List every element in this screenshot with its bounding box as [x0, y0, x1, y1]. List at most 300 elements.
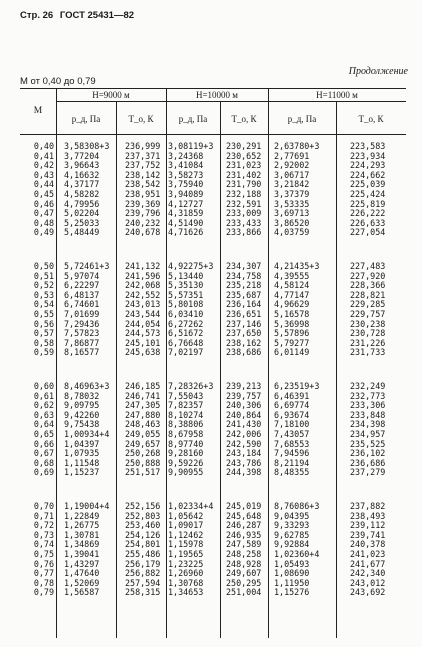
temperature-value: 243,184 — [226, 448, 262, 459]
pressure-value: 4,96629 — [274, 299, 310, 310]
pressure-value: 5,35130 — [168, 280, 204, 291]
mach-value: 0,78 — [33, 577, 54, 588]
temperature-value: 246,185 — [125, 381, 161, 391]
temperature-value: 234,957 — [350, 428, 386, 439]
pressure-value: 6,03410 — [168, 308, 204, 319]
temperature-value: 232,188 — [226, 188, 262, 199]
temperature-value: 237,650 — [226, 328, 262, 339]
pressure-value: 7,82357 — [168, 400, 204, 411]
temperature-value: 237,371 — [125, 150, 161, 161]
temperature-value: 237,752 — [125, 160, 161, 171]
mach-value: 0,73 — [33, 529, 54, 540]
pressure-value: 1,09017 — [168, 520, 204, 531]
pressure-value: 7,55043 — [168, 390, 204, 401]
pressure-value: 3,37379 — [274, 188, 310, 199]
pressure-value: 6,46391 — [274, 390, 310, 401]
pressure-value: 5,72461+3 — [64, 261, 110, 271]
mach-value: 0,76 — [33, 558, 54, 569]
pressure-value: 7,28326+3 — [168, 381, 214, 391]
temperature-value: 233,848 — [350, 409, 386, 420]
temperature-value: 243,692 — [350, 587, 386, 598]
pressure-value: 1,30768 — [168, 577, 204, 588]
temperature-value: 253,460 — [125, 520, 161, 531]
pressure-value: 8,97740 — [168, 438, 204, 449]
mach-value: 0,74 — [33, 539, 54, 550]
mach-value: 0,65 — [33, 428, 54, 439]
temperature-value: 231,733 — [350, 347, 386, 358]
pressure-value: 7,18100 — [274, 419, 310, 430]
temperature-value: 242,552 — [125, 289, 161, 300]
pressure-header: p_д, Па — [178, 114, 208, 124]
temperature-value: 229,285 — [350, 299, 386, 310]
temperature-value: 251,004 — [226, 587, 262, 598]
pressure-value: 8,10274 — [168, 409, 204, 420]
pressure-value: 4,31859 — [168, 208, 204, 219]
pressure-value: 3,08119+3 — [168, 141, 214, 151]
pressure-value: 7,68553 — [274, 438, 310, 449]
pressure-value: 2,77691 — [274, 150, 310, 161]
temperature-value: 242,006 — [226, 428, 262, 439]
pressure-value: 1,15978 — [168, 539, 204, 550]
pressure-value: 9,92884 — [274, 539, 310, 550]
temperature-value: 249,607 — [226, 568, 262, 579]
temperature-value: 234,398 — [350, 419, 386, 430]
pressure-value: 4,92275+3 — [168, 261, 214, 271]
temperature-value: 238,493 — [350, 510, 386, 521]
pressure-value: 8,76086+3 — [274, 501, 320, 511]
pressure-value: 1,00934+4 — [64, 428, 110, 439]
temperature-value: 241,430 — [226, 419, 262, 430]
temperature-value: 249,055 — [125, 428, 161, 439]
pressure-value: 1,02360+4 — [274, 548, 320, 559]
temperature-value: 254,801 — [125, 539, 161, 550]
temperature-value: 236,102 — [350, 448, 386, 459]
page-header — [20, 10, 138, 21]
temperature-value: 239,796 — [125, 208, 161, 219]
pressure-value: 1,34653 — [168, 587, 204, 598]
mach-value: 0,51 — [33, 270, 54, 281]
temperature-value: 240,232 — [125, 217, 161, 228]
pressure-value: 3,69713 — [274, 208, 310, 219]
mach-value: 0,72 — [33, 520, 54, 531]
temperature-value: 244,573 — [125, 328, 161, 339]
temperature-value: 255,486 — [125, 548, 161, 559]
temperature-value: 243,013 — [125, 299, 161, 310]
temperature-value: 234,307 — [226, 261, 262, 271]
pressure-value: 7,43057 — [274, 428, 310, 439]
temperature-value: 227,054 — [350, 227, 386, 238]
pressure-value: 3,06717 — [274, 169, 310, 180]
pressure-value: 1,04397 — [64, 438, 100, 449]
pressure-value: 2,63780+3 — [274, 141, 320, 151]
pressure-value: 6,23519+3 — [274, 381, 320, 391]
height-header: H=11000 м — [316, 90, 358, 100]
temperature-value: 223,583 — [350, 141, 386, 151]
mach-value: 0,50 — [33, 261, 54, 271]
pressure-value: 1,08690 — [274, 568, 310, 579]
pressure-value: 1,39041 — [64, 548, 100, 559]
mach-value: 0,40 — [33, 141, 54, 151]
temperature-value: 240,864 — [226, 409, 262, 420]
table-row — [20, 468, 406, 478]
pressure-value: 7,02197 — [168, 347, 204, 358]
temperature-value: 241,023 — [350, 548, 386, 559]
pressure-value: 6,69774 — [274, 400, 310, 411]
mach-value: 0,45 — [33, 188, 54, 199]
mach-value: 0,69 — [33, 467, 54, 478]
temperature-value: 241,596 — [125, 270, 161, 281]
temperature-value: 231,023 — [226, 160, 262, 171]
temperature-value: 250,888 — [125, 457, 161, 468]
mach-value: 0,71 — [33, 510, 54, 521]
pressure-value: 5,80108 — [168, 299, 204, 310]
pressure-value: 9,33293 — [274, 520, 310, 531]
pressure-value: 6,51672 — [168, 328, 204, 339]
mach-value: 0,48 — [33, 217, 54, 228]
pressure-value: 5,16578 — [274, 308, 310, 319]
temperature-value: 232,773 — [350, 390, 386, 401]
temperature-value: 236,686 — [350, 457, 386, 468]
temperature-value: 238,162 — [226, 337, 262, 348]
pressure-value: 4,39555 — [274, 270, 310, 281]
pressure-value: 7,86877 — [64, 337, 100, 348]
mach-value: 0,41 — [33, 150, 54, 161]
pressure-value: 6,93674 — [274, 409, 310, 420]
pressure-value: 4,37177 — [64, 179, 100, 190]
pressure-value: 5,79277 — [274, 337, 310, 348]
pressure-value: 8,78032 — [64, 390, 100, 401]
temperature-value: 235,687 — [226, 289, 262, 300]
row-group — [20, 142, 406, 238]
pressure-value: 1,05493 — [274, 558, 310, 569]
temperature-value: 243,544 — [125, 308, 161, 319]
pressure-value: 3,58273 — [168, 169, 204, 180]
mach-range-label: М от 0,40 до 0,79 — [20, 76, 96, 87]
temperature-value: 251,517 — [125, 467, 161, 478]
pressure-value: 1,26775 — [64, 520, 100, 531]
temperature-value: 224,293 — [350, 160, 386, 171]
temperature-header: T_о, К — [231, 114, 257, 124]
pressure-value: 1,52069 — [64, 577, 100, 588]
pressure-value: 1,05642 — [168, 510, 204, 521]
temperature-value: 228,366 — [350, 280, 386, 291]
header-bottom-rule — [20, 134, 406, 135]
temperature-value: 235,525 — [350, 438, 386, 449]
mach-value: 0,56 — [33, 318, 54, 329]
temperature-value: 241,132 — [125, 261, 161, 271]
pressure-value: 1,47640 — [64, 568, 100, 579]
pressure-value: 1,15276 — [274, 587, 310, 598]
temperature-value: 245,648 — [226, 510, 262, 521]
temperature-value: 231,402 — [226, 169, 262, 180]
height-header: H=9000 м — [92, 90, 130, 100]
temperature-value: 239,213 — [226, 381, 262, 391]
pressure-value: 5,97074 — [64, 270, 100, 281]
pressure-value: 4,21435+3 — [274, 261, 320, 271]
mach-value: 0,57 — [33, 328, 54, 339]
temperature-value: 239,369 — [125, 198, 161, 209]
pressure-value: 3,86520 — [274, 217, 310, 228]
pressure-value: 3,75940 — [168, 179, 204, 190]
temperature-value: 238,542 — [125, 179, 161, 190]
pressure-value: 8,21194 — [274, 457, 310, 468]
temperature-value: 225,819 — [350, 198, 386, 209]
pressure-value: 4,79956 — [64, 198, 100, 209]
mach-value: 0,79 — [33, 587, 54, 598]
pressure-value: 1,11950 — [274, 577, 310, 588]
pressure-value: 4,58124 — [274, 280, 310, 291]
mach-value: 0,44 — [33, 179, 54, 190]
temperature-value: 240,306 — [226, 400, 262, 411]
pressure-value: 1,43297 — [64, 558, 100, 569]
pressure-value: 2,92002 — [274, 160, 310, 171]
temperature-value: 236,999 — [125, 141, 161, 151]
temperature-value: 233,866 — [226, 227, 262, 238]
mach-value: 0,52 — [33, 280, 54, 291]
pressure-value: 3,77204 — [64, 150, 100, 161]
temperature-value: 237,279 — [350, 467, 386, 478]
temperature-value: 250,295 — [226, 577, 262, 588]
temperature-value: 238,951 — [125, 188, 161, 199]
table-row — [20, 348, 406, 358]
height-header: H=10000 м — [195, 90, 239, 100]
temperature-value: 226,222 — [350, 208, 386, 219]
temperature-value: 254,126 — [125, 529, 161, 540]
mach-value: 0,55 — [33, 308, 54, 319]
pressure-value: 9,04395 — [274, 510, 310, 521]
temperature-value: 227,483 — [350, 261, 386, 271]
temperature-value: 224,662 — [350, 169, 386, 180]
mach-value: 0,70 — [33, 501, 54, 511]
mach-column-header: М — [33, 106, 43, 116]
row-group — [20, 502, 406, 598]
mach-value: 0,64 — [33, 419, 54, 430]
pressure-value: 5,02204 — [64, 208, 100, 219]
pressure-value: 7,94596 — [274, 448, 310, 459]
temperature-value: 245,019 — [226, 501, 262, 511]
pressure-value: 5,48449 — [64, 227, 100, 238]
temperature-value: 238,142 — [125, 169, 161, 180]
continuation-label: Продолжение — [348, 66, 408, 77]
temperature-value: 234,758 — [226, 270, 262, 281]
pressure-value: 4,12727 — [168, 198, 204, 209]
height-header-rule — [56, 101, 406, 102]
temperature-value: 243,786 — [226, 457, 262, 468]
temperature-value: 231,790 — [226, 179, 262, 190]
pressure-value: 4,51490 — [168, 217, 204, 228]
pressure-value: 9,42260 — [64, 409, 100, 420]
pressure-value: 1,12462 — [168, 529, 204, 540]
temperature-value: 242,068 — [125, 280, 161, 291]
mach-value: 0,53 — [33, 289, 54, 300]
mach-value: 0,62 — [33, 400, 54, 411]
pressure-value: 5,57351 — [168, 289, 204, 300]
temperature-value: 236,651 — [226, 308, 262, 319]
pressure-value: 1,07935 — [64, 448, 100, 459]
mach-value: 0,68 — [33, 457, 54, 468]
temperature-value: 246,935 — [226, 529, 262, 540]
pressure-value: 1,23225 — [168, 558, 204, 569]
temperature-value: 225,039 — [350, 179, 386, 190]
pressure-value: 9,28160 — [168, 448, 204, 459]
pressure-value: 1,26960 — [168, 568, 204, 579]
temperature-value: 225,424 — [350, 188, 386, 199]
temperature-value: 232,591 — [226, 198, 262, 209]
pressure-value: 8,38806 — [168, 419, 204, 430]
temperature-header: T_о, К — [358, 114, 384, 124]
pressure-value: 3,41084 — [168, 160, 204, 171]
temperature-value: 238,686 — [226, 347, 262, 358]
temperature-value: 239,112 — [350, 520, 386, 531]
temperature-value: 256,882 — [125, 568, 161, 579]
temperature-value: 240,378 — [350, 539, 386, 550]
pressure-value: 1,56587 — [64, 587, 100, 598]
pressure-value: 3,96643 — [64, 160, 100, 171]
pressure-value: 4,16632 — [64, 169, 100, 180]
temperature-value: 249,657 — [125, 438, 161, 449]
temperature-value: 230,652 — [226, 150, 262, 161]
pressure-value: 1,19565 — [168, 548, 204, 559]
mach-value: 0,47 — [33, 208, 54, 219]
pressure-value: 7,01699 — [64, 308, 100, 319]
temperature-value: 250,268 — [125, 448, 161, 459]
temperature-value: 246,741 — [125, 390, 161, 401]
temperature-value: 252,156 — [125, 501, 161, 511]
pressure-value: 3,94089 — [168, 188, 204, 199]
pressure-value: 1,30781 — [64, 529, 100, 540]
mach-value: 0,42 — [33, 160, 54, 171]
mach-value: 0,43 — [33, 169, 54, 180]
temperature-value: 244,054 — [125, 318, 161, 329]
pressure-value: 9,62785 — [274, 529, 310, 540]
pressure-value: 6,76648 — [168, 337, 204, 348]
table-row — [20, 228, 406, 238]
pressure-value: 1,19004+4 — [64, 501, 110, 511]
temperature-value: 233,306 — [350, 400, 386, 411]
pressure-value: 8,48355 — [274, 467, 310, 478]
pressure-value: 8,46963+3 — [64, 381, 110, 391]
pressure-header: p_д, Па — [287, 114, 317, 124]
temperature-header: T_о, К — [128, 114, 154, 124]
pressure-value: 4,58282 — [64, 188, 100, 199]
pressure-value: 1,02334+4 — [168, 501, 214, 511]
temperature-value: 230,728 — [350, 328, 386, 339]
temperature-value: 229,757 — [350, 308, 386, 319]
temperature-value: 248,463 — [125, 419, 161, 430]
temperature-value: 258,315 — [125, 587, 161, 598]
pressure-value: 7,57823 — [64, 328, 100, 339]
pressure-value: 7,29436 — [64, 318, 100, 329]
temperature-value: 257,594 — [125, 577, 161, 588]
temperature-value: 247,880 — [125, 409, 161, 420]
mach-value: 0,54 — [33, 299, 54, 310]
temperature-value: 242,340 — [350, 568, 386, 579]
pressure-value: 3,53335 — [274, 198, 310, 209]
pressure-value: 6,22297 — [64, 280, 100, 291]
pressure-value: 1,11548 — [64, 457, 100, 468]
pressure-value: 6,74601 — [64, 299, 100, 310]
pressure-value: 4,71626 — [168, 227, 204, 238]
mach-value: 0,46 — [33, 198, 54, 209]
table-row — [20, 588, 406, 598]
temperature-value: 230,291 — [226, 141, 262, 151]
table-top-rule — [20, 88, 406, 89]
mach-value: 0,77 — [33, 568, 54, 579]
temperature-value: 239,741 — [350, 529, 386, 540]
temperature-value: 247,305 — [125, 400, 161, 411]
temperature-value: 245,638 — [125, 347, 161, 358]
temperature-value: 248,928 — [226, 558, 262, 569]
temperature-value: 247,589 — [226, 539, 262, 550]
page-number: Стр. 26 — [20, 10, 54, 21]
temperature-value: 228,821 — [350, 289, 386, 300]
temperature-value: 232,249 — [350, 381, 386, 391]
temperature-value: 226,633 — [350, 217, 386, 228]
temperature-value: 252,803 — [125, 510, 161, 521]
mach-value: 0,61 — [33, 390, 54, 401]
pressure-value: 5,57896 — [274, 328, 310, 339]
mach-value: 0,59 — [33, 347, 54, 358]
temperature-value: 230,238 — [350, 318, 386, 329]
pressure-value: 9,75438 — [64, 419, 100, 430]
mach-value: 0,49 — [33, 227, 54, 238]
temperature-value: 242,590 — [226, 438, 262, 449]
temperature-value: 237,146 — [226, 318, 262, 329]
mach-value: 0,58 — [33, 337, 54, 348]
temperature-value: 240,678 — [125, 227, 161, 238]
temperature-value: 231,226 — [350, 337, 386, 348]
pressure-value: 9,59226 — [168, 457, 204, 468]
mach-value: 0,60 — [33, 381, 54, 391]
pressure-value: 6,48137 — [64, 289, 100, 300]
temperature-value: 239,757 — [226, 390, 262, 401]
temperature-value: 233,009 — [226, 208, 262, 219]
pressure-value: 8,16577 — [64, 347, 100, 358]
temperature-value: 235,218 — [226, 280, 262, 291]
pressure-value: 5,36998 — [274, 318, 310, 329]
mach-value: 0,67 — [33, 448, 54, 459]
mach-value: 0,63 — [33, 409, 54, 420]
pressure-header: p_д, Па — [71, 114, 101, 124]
temperature-value: 233,433 — [226, 217, 262, 228]
pressure-value: 3,58308+3 — [64, 141, 110, 151]
row-group — [20, 262, 406, 358]
pressure-value: 1,15237 — [64, 467, 100, 478]
temperature-value: 244,398 — [226, 467, 262, 478]
temperature-value: 237,882 — [350, 501, 386, 511]
temperature-value: 227,920 — [350, 270, 386, 281]
pressure-value: 1,34869 — [64, 539, 100, 550]
pressure-value: 3,24368 — [168, 150, 204, 161]
temperature-value: 236,164 — [226, 299, 262, 310]
pressure-value: 4,77147 — [274, 289, 310, 300]
pressure-value: 1,22849 — [64, 510, 100, 521]
pressure-value: 6,01149 — [274, 347, 310, 358]
pressure-value: 9,90955 — [168, 467, 204, 478]
temperature-value: 256,179 — [125, 558, 161, 569]
pressure-value: 5,13440 — [168, 270, 204, 281]
temperature-value: 241,677 — [350, 558, 386, 569]
mach-value: 0,75 — [33, 548, 54, 559]
standard-code: ГОСТ 25431—82 — [59, 10, 135, 21]
mach-value: 0,66 — [33, 438, 54, 449]
temperature-value: 248,258 — [226, 548, 262, 559]
temperature-value: 243,012 — [350, 577, 386, 588]
temperature-value: 223,934 — [350, 150, 386, 161]
pressure-value: 4,03759 — [274, 227, 310, 238]
pressure-value: 5,25033 — [64, 217, 100, 228]
row-group — [20, 382, 406, 478]
